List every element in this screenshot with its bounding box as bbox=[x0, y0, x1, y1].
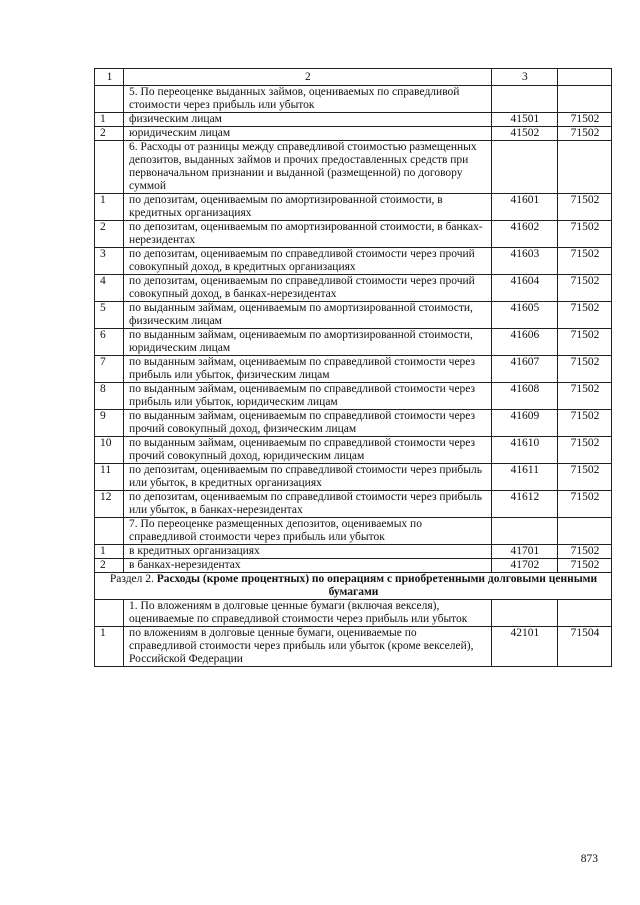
row-description: по депозитам, оцениваемым по амортизированной стоимости, в кредитных организациях bbox=[124, 194, 492, 221]
account-code: 41604 bbox=[491, 275, 557, 302]
page-number: 873 bbox=[580, 853, 598, 865]
row-number bbox=[95, 600, 124, 627]
account-code bbox=[491, 518, 557, 545]
table-row bbox=[95, 491, 612, 518]
symbol-code: 71502 bbox=[557, 275, 611, 302]
table-row bbox=[95, 545, 612, 559]
subsection-row bbox=[95, 600, 612, 627]
table-row bbox=[95, 410, 612, 437]
row-number bbox=[95, 86, 124, 113]
table-row bbox=[95, 221, 612, 248]
account-code: 41608 bbox=[491, 383, 557, 410]
symbol-code: 71502 bbox=[557, 127, 611, 141]
table-row bbox=[95, 329, 612, 356]
symbol-code bbox=[557, 600, 611, 627]
symbol-code: 71502 bbox=[557, 248, 611, 275]
subsection-row bbox=[95, 141, 612, 194]
row-number: 7 bbox=[95, 356, 124, 383]
row-description: по депозитам, оцениваемым по справедливой стоимости через прибыль или убыток, в кредитных организациях bbox=[124, 464, 492, 491]
account-code: 41605 bbox=[491, 302, 557, 329]
table-row bbox=[95, 302, 612, 329]
account-code bbox=[491, 141, 557, 194]
symbol-code: 71502 bbox=[557, 113, 611, 127]
row-number: 11 bbox=[95, 464, 124, 491]
row-description: по депозитам, оцениваемым по справедливой стоимости через прочий совокупный доход, в кредитных организациях bbox=[124, 248, 492, 275]
account-code bbox=[491, 86, 557, 113]
account-code: 41609 bbox=[491, 410, 557, 437]
subsection-title: 5. По переоценке выданных займов, оцениваемых по справедливой стоимости через прибыль или убыток bbox=[124, 86, 492, 113]
symbol-code: 71502 bbox=[557, 383, 611, 410]
column-number-row bbox=[95, 69, 612, 86]
row-number: 4 bbox=[95, 275, 124, 302]
row-description: по выданным займам, оцениваемым по справедливой стоимости через прочий совокупный доход, юридическим лицам bbox=[124, 437, 492, 464]
row-number: 12 bbox=[95, 491, 124, 518]
row-number: 8 bbox=[95, 383, 124, 410]
table-row bbox=[95, 356, 612, 383]
row-description: по выданным займам, оцениваемым по справедливой стоимости через прочий совокупный доход, физическим лицам bbox=[124, 410, 492, 437]
account-code: 41610 bbox=[491, 437, 557, 464]
table-row bbox=[95, 383, 612, 410]
account-code: 41603 bbox=[491, 248, 557, 275]
account-code: 42101 bbox=[491, 627, 557, 667]
section-heading bbox=[95, 573, 612, 600]
row-description: по выданным займам, оцениваемым по справедливой стоимости через прибыль или убыток, физическим лицам bbox=[124, 356, 492, 383]
account-code: 41702 bbox=[491, 559, 557, 573]
symbol-code: 71502 bbox=[557, 559, 611, 573]
symbol-code: 71502 bbox=[557, 410, 611, 437]
subsection-title: 7. По переоценке размещенных депозитов, оцениваемых по справедливой стоимости через прибыль или убыток bbox=[124, 518, 492, 545]
symbol-code bbox=[557, 518, 611, 545]
column-number: 1 bbox=[95, 69, 124, 86]
row-number: 1 bbox=[95, 627, 124, 667]
row-number: 2 bbox=[95, 221, 124, 248]
row-description: в банках-нерезидентах bbox=[124, 559, 492, 573]
symbol-code bbox=[557, 141, 611, 194]
table-row bbox=[95, 464, 612, 491]
subsection-title: 6. Расходы от разницы между справедливой стоимостью размещенных депозитов, выданных займов и прочих предоставленных средств при первоначальном признании и выданной (размещенной) по договору суммой bbox=[124, 141, 492, 194]
section-title: Расходы (кроме процентных) по операциям с приобретенными долговыми ценными бумагами bbox=[156, 573, 598, 598]
row-number: 1 bbox=[95, 545, 124, 559]
symbol-code: 71502 bbox=[557, 464, 611, 491]
account-code: 41607 bbox=[491, 356, 557, 383]
row-description: по выданным займам, оцениваемым по амортизированной стоимости, юридическим лицам bbox=[124, 329, 492, 356]
section-heading-row bbox=[95, 573, 612, 600]
accounts-table-body bbox=[95, 69, 612, 667]
row-number: 10 bbox=[95, 437, 124, 464]
row-number: 2 bbox=[95, 559, 124, 573]
account-code: 41606 bbox=[491, 329, 557, 356]
table-row bbox=[95, 437, 612, 464]
symbol-code: 71502 bbox=[557, 302, 611, 329]
table-row bbox=[95, 627, 612, 667]
row-description: физическим лицам bbox=[124, 113, 492, 127]
symbol-code: 71502 bbox=[557, 329, 611, 356]
symbol-code: 71502 bbox=[557, 194, 611, 221]
row-description: по вложениям в долговые ценные бумаги, оцениваемые по справедливой стоимости через прибыль или убыток (кроме векселей), Российской Федерации bbox=[124, 627, 492, 667]
row-number: 2 bbox=[95, 127, 124, 141]
account-code: 41612 bbox=[491, 491, 557, 518]
symbol-code: 71502 bbox=[557, 491, 611, 518]
row-number: 9 bbox=[95, 410, 124, 437]
symbol-code bbox=[557, 86, 611, 113]
symbol-code: 71502 bbox=[557, 221, 611, 248]
accounts-table bbox=[94, 68, 612, 667]
row-number: 1 bbox=[95, 113, 124, 127]
row-description: по депозитам, оцениваемым по справедливой стоимости через прочий совокупный доход, в банках-нерезидентах bbox=[124, 275, 492, 302]
row-description: по выданным займам, оцениваемым по амортизированной стоимости, физическим лицам bbox=[124, 302, 492, 329]
column-number: 2 bbox=[124, 69, 492, 86]
row-number: 3 bbox=[95, 248, 124, 275]
table-row bbox=[95, 275, 612, 302]
column-number bbox=[557, 69, 611, 86]
symbol-code: 71504 bbox=[557, 627, 611, 667]
account-code: 41602 bbox=[491, 221, 557, 248]
account-code: 41611 bbox=[491, 464, 557, 491]
account-code: 41501 bbox=[491, 113, 557, 127]
row-number: 6 bbox=[95, 329, 124, 356]
table-row bbox=[95, 194, 612, 221]
row-number bbox=[95, 518, 124, 545]
symbol-code: 71502 bbox=[557, 545, 611, 559]
account-code: 41601 bbox=[491, 194, 557, 221]
row-description: в кредитных организациях bbox=[124, 545, 492, 559]
row-number bbox=[95, 141, 124, 194]
table-row bbox=[95, 113, 612, 127]
subsection-row bbox=[95, 86, 612, 113]
table-row bbox=[95, 248, 612, 275]
symbol-code: 71502 bbox=[557, 437, 611, 464]
account-code bbox=[491, 600, 557, 627]
column-number: 3 bbox=[491, 69, 557, 86]
row-description: юридическим лицам bbox=[124, 127, 492, 141]
table-row bbox=[95, 127, 612, 141]
table-row bbox=[95, 559, 612, 573]
account-code: 41502 bbox=[491, 127, 557, 141]
section-prefix: Раздел 2. bbox=[109, 573, 157, 585]
row-description: по депозитам, оцениваемым по справедливой стоимости через прибыль или убыток, в банках-нерезидентах bbox=[124, 491, 492, 518]
subsection-title: 1. По вложениям в долговые ценные бумаги (включая векселя), оцениваемые по справедливой стоимости через прибыль или убыток bbox=[124, 600, 492, 627]
account-code: 41701 bbox=[491, 545, 557, 559]
symbol-code: 71502 bbox=[557, 356, 611, 383]
subsection-row bbox=[95, 518, 612, 545]
row-description: по выданным займам, оцениваемым по справедливой стоимости через прибыль или убыток, юридическим лицам bbox=[124, 383, 492, 410]
row-description: по депозитам, оцениваемым по амортизированной стоимости, в банках-нерезидентах bbox=[124, 221, 492, 248]
row-number: 1 bbox=[95, 194, 124, 221]
row-number: 5 bbox=[95, 302, 124, 329]
